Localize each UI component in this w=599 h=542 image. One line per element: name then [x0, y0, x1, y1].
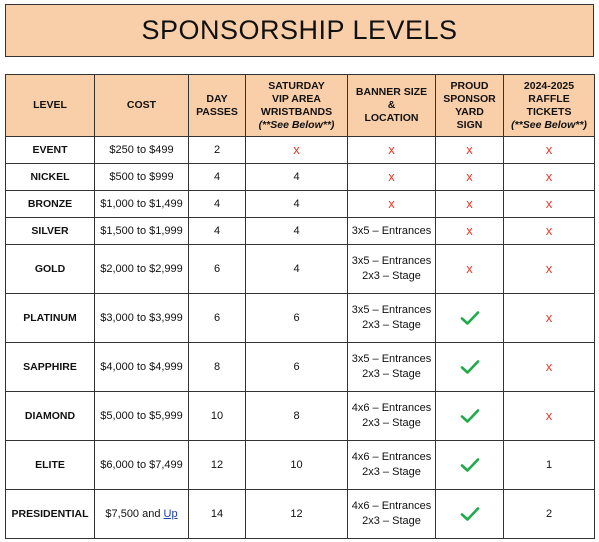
cell-banner	[348, 164, 436, 191]
cost-up-link[interactable]: Up	[163, 507, 178, 520]
cell-cost: $2,000 to $2,999	[95, 245, 189, 294]
x-mark-icon: x	[388, 168, 395, 184]
banner-line: 2x3 – Stage	[362, 368, 421, 380]
header-raffle-tickets: 2024-2025 RAFFLE TICKETS (**See Below**)	[504, 75, 595, 137]
x-mark-icon: x	[388, 141, 395, 157]
banner-line: 4x6 – Entrances	[351, 500, 432, 512]
banner-line: 2x3 – Stage	[362, 319, 421, 331]
x-mark-icon: x	[545, 141, 553, 157]
cell-raffle-tickets: 2	[504, 490, 595, 539]
table-row	[6, 218, 595, 245]
cell-vip-wristbands: 4	[246, 218, 348, 245]
cell-level: BRONZE	[6, 191, 95, 218]
sponsorship-table	[5, 74, 595, 539]
cell-yard-sign	[436, 392, 504, 441]
cell-vip-wristbands: 4	[246, 164, 348, 191]
cell-day-passes: 14	[189, 490, 246, 539]
cell-cost: $500 to $999	[95, 164, 189, 191]
cell-banner	[348, 392, 436, 441]
banner-line: 3x5 – Entrances	[351, 353, 432, 365]
cell-yard-sign	[436, 294, 504, 343]
x-mark-icon: x	[545, 407, 553, 423]
title-banner	[5, 4, 594, 57]
cell-day-passes: 8	[189, 343, 246, 392]
cell-banner	[348, 294, 436, 343]
cell-yard-sign	[436, 191, 504, 218]
cell-cost: $250 to $499	[95, 137, 189, 164]
cell-day-passes: 4	[189, 164, 246, 191]
cell-yard-sign	[436, 343, 504, 392]
x-mark-icon: x	[545, 260, 553, 276]
cell-level: SILVER	[6, 218, 95, 245]
header-day-passes: DAY PASSES	[189, 75, 246, 137]
cell-level: ELITE	[6, 441, 95, 490]
cell-yard-sign	[436, 137, 504, 164]
cell-vip-wristbands: 10	[246, 441, 348, 490]
cell-raffle-tickets	[504, 164, 595, 191]
table-row	[6, 137, 595, 164]
x-mark-icon: x	[293, 141, 300, 157]
cell-vip-wristbands: 4	[246, 245, 348, 294]
cell-banner	[348, 441, 436, 490]
check-icon	[460, 457, 480, 473]
cell-raffle-tickets	[504, 191, 595, 218]
cell-banner	[348, 245, 436, 294]
cell-day-passes: 10	[189, 392, 246, 441]
cell-day-passes: 4	[189, 218, 246, 245]
cell-yard-sign	[436, 245, 504, 294]
cell-raffle-tickets	[504, 343, 595, 392]
cell-level: GOLD	[6, 245, 95, 294]
cell-day-passes: 12	[189, 441, 246, 490]
cell-level: PLATINUM	[6, 294, 95, 343]
x-mark-icon: x	[466, 260, 473, 276]
table-row	[6, 343, 595, 392]
x-mark-icon: x	[466, 141, 473, 157]
banner-line: 2x3 – Stage	[362, 270, 421, 282]
cell-vip-wristbands: 6	[246, 294, 348, 343]
cell-cost: $5,000 to $5,999	[95, 392, 189, 441]
cell-day-passes: 2	[189, 137, 246, 164]
cell-cost: $4,000 to $4,999	[95, 343, 189, 392]
header-vip-wristbands: SATURDAY VIP AREA WRISTBANDS (**See Below**)	[246, 75, 348, 137]
header-banner: BANNER SIZE & LOCATION	[348, 75, 436, 137]
banner-line: 2x3 – Stage	[362, 466, 421, 478]
banner-line: 3x5 – Entrances	[351, 224, 432, 237]
table-row	[6, 245, 595, 294]
cell-level: PRESIDENTIAL	[6, 490, 95, 539]
cell-banner	[348, 490, 436, 539]
cell-cost: $1,500 to $1,999	[95, 218, 189, 245]
table-row	[6, 191, 595, 218]
cell-day-passes: 6	[189, 245, 246, 294]
table-row	[6, 392, 595, 441]
x-mark-icon: x	[545, 358, 553, 374]
x-mark-icon: x	[466, 222, 473, 238]
cell-yard-sign	[436, 164, 504, 191]
check-icon	[460, 310, 480, 326]
cell-raffle-tickets: 1	[504, 441, 595, 490]
x-mark-icon: x	[545, 222, 553, 238]
cell-banner	[348, 137, 436, 164]
banner-line: 2x3 – Stage	[362, 515, 421, 527]
cell-yard-sign	[436, 441, 504, 490]
x-mark-icon: x	[466, 195, 473, 211]
banner-line: 2x3 – Stage	[362, 417, 421, 429]
table-body	[6, 137, 595, 539]
page-title: SPONSORSHIP LEVELS	[141, 15, 458, 45]
cell-day-passes: 6	[189, 294, 246, 343]
table-row	[6, 441, 595, 490]
check-icon	[460, 359, 480, 375]
check-icon	[460, 408, 480, 424]
cell-vip-wristbands: 8	[246, 392, 348, 441]
cell-cost: $3,000 to $3,999	[95, 294, 189, 343]
cell-level: EVENT	[6, 137, 95, 164]
cell-level: SAPPHIRE	[6, 343, 95, 392]
table-row	[6, 294, 595, 343]
table-row	[6, 164, 595, 191]
cell-raffle-tickets	[504, 392, 595, 441]
cell-level: NICKEL	[6, 164, 95, 191]
cell-raffle-tickets	[504, 218, 595, 245]
cell-raffle-tickets	[504, 245, 595, 294]
cell-banner	[348, 191, 436, 218]
cell-cost: $6,000 to $7,499	[95, 441, 189, 490]
cell-cost	[95, 490, 189, 539]
cell-banner	[348, 218, 436, 245]
x-mark-icon: x	[545, 168, 553, 184]
cell-raffle-tickets	[504, 294, 595, 343]
cell-yard-sign	[436, 490, 504, 539]
x-mark-icon: x	[388, 195, 395, 211]
cell-vip-wristbands: 6	[246, 343, 348, 392]
table-row	[6, 490, 595, 539]
check-icon	[460, 506, 480, 522]
banner-line: 3x5 – Entrances	[351, 304, 432, 316]
header-level: LEVEL	[6, 75, 95, 137]
cost-prefix: $7,500 and	[105, 507, 164, 520]
table-header-row	[6, 75, 595, 137]
cell-vip-wristbands: 4	[246, 191, 348, 218]
cell-vip-wristbands: 12	[246, 490, 348, 539]
cell-cost: $1,000 to $1,499	[95, 191, 189, 218]
banner-line: 3x5 – Entrances	[351, 255, 432, 267]
cell-vip-wristbands	[246, 137, 348, 164]
cell-level: DIAMOND	[6, 392, 95, 441]
cell-day-passes: 4	[189, 191, 246, 218]
header-yard-sign: PROUD SPONSOR YARD SIGN	[436, 75, 504, 137]
cell-raffle-tickets	[504, 137, 595, 164]
cell-banner	[348, 343, 436, 392]
x-mark-icon: x	[466, 168, 473, 184]
x-mark-icon: x	[545, 309, 553, 325]
x-mark-icon: x	[545, 195, 553, 211]
header-cost: COST	[95, 75, 189, 137]
cell-yard-sign	[436, 218, 504, 245]
banner-line: 4x6 – Entrances	[351, 451, 432, 463]
banner-line: 4x6 – Entrances	[351, 402, 432, 414]
